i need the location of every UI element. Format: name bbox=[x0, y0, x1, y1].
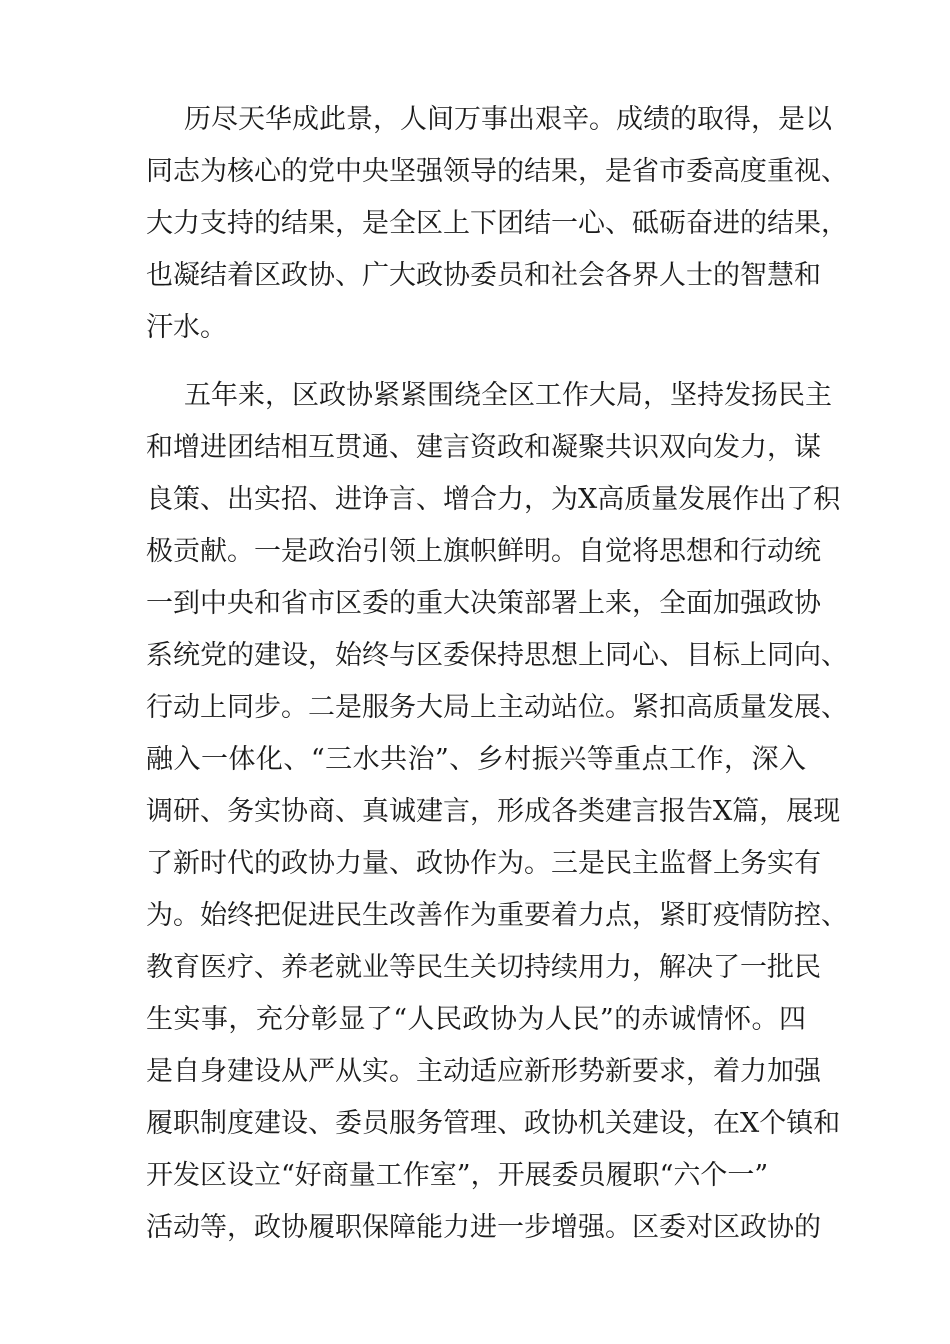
paragraph-2-line-7: 行动上同步。二是服务大局上主动站位。紧扣高质量发展、 bbox=[146, 692, 848, 723]
paragraph-2-line-17: 活动等，政协履职保障能力进一步增强。区委对区政协的 bbox=[146, 1212, 821, 1243]
paragraph-2-line-11: 为。始终把促进民生改善作为重要着力点，紧盯疫情防控、 bbox=[146, 900, 848, 931]
paragraph-1 bbox=[146, 94, 848, 354]
paragraph-2-line-4: 极贡献。一是政治引领上旗帜鲜明。自觉将思想和行动统 bbox=[146, 536, 821, 567]
paragraph-2-line-9: 调研、务实协商、真诚建言，形成各类建言报告X篇，展现 bbox=[146, 796, 841, 827]
paragraph-2-line-8: 融入一体化、“三水共治”、乡村振兴等重点工作，深入 bbox=[146, 744, 806, 775]
paragraph-2-line-3: 良策、出实招、进诤言、增合力，为X高质量发展作出了积 bbox=[146, 484, 841, 515]
paragraph-2 bbox=[146, 370, 848, 1254]
paragraph-1-line-3: 大力支持的结果，是全区上下团结一心、砥砺奋进的结果， bbox=[146, 208, 848, 239]
paragraph-2-line-5: 一到中央和省市区委的重大决策部署上来，全面加强政协 bbox=[146, 588, 821, 619]
paragraph-1-line-2: 同志为核心的党中央坚强领导的结果，是省市委高度重视、 bbox=[146, 156, 848, 187]
paragraph-1-line-5: 汗水。 bbox=[146, 312, 227, 343]
paragraph-2-line-12: 教育医疗、养老就业等民生关切持续用力，解决了一批民 bbox=[146, 952, 821, 983]
paragraph-1-line-4: 也凝结着区政协、广大政协委员和社会各界人士的智慧和 bbox=[146, 260, 821, 291]
paragraph-2-line-6: 系统党的建设，始终与区委保持思想上同心、目标上同向、 bbox=[146, 640, 848, 671]
paragraph-2-line-2: 和增进团结相互贯通、建言资政和凝聚共识双向发力，谋 bbox=[146, 432, 821, 463]
paragraph-2-line-10: 了新时代的政协力量、政协作为。三是民主监督上务实有 bbox=[146, 848, 821, 879]
paragraph-2-line-16: 开发区设立“好商量工作室”，开展委员履职“六个一” bbox=[146, 1160, 769, 1191]
paragraph-2-line-13: 生实事，充分彰显了“人民政协为人民”的赤诚情怀。四 bbox=[146, 1004, 806, 1035]
paragraph-1-line-1: 历尽天华成此景，人间万事出艰辛。成绩的取得，是以 bbox=[184, 104, 832, 135]
paragraph-2-line-1: 五年来，区政协紧紧围绕全区工作大局，坚持发扬民主 bbox=[184, 380, 832, 411]
paragraph-2-line-15: 履职制度建设、委员服务管理、政协机关建设，在X个镇和 bbox=[146, 1108, 841, 1139]
paragraph-2-line-14: 是自身建设从严从实。主动适应新形势新要求，着力加强 bbox=[146, 1056, 821, 1087]
